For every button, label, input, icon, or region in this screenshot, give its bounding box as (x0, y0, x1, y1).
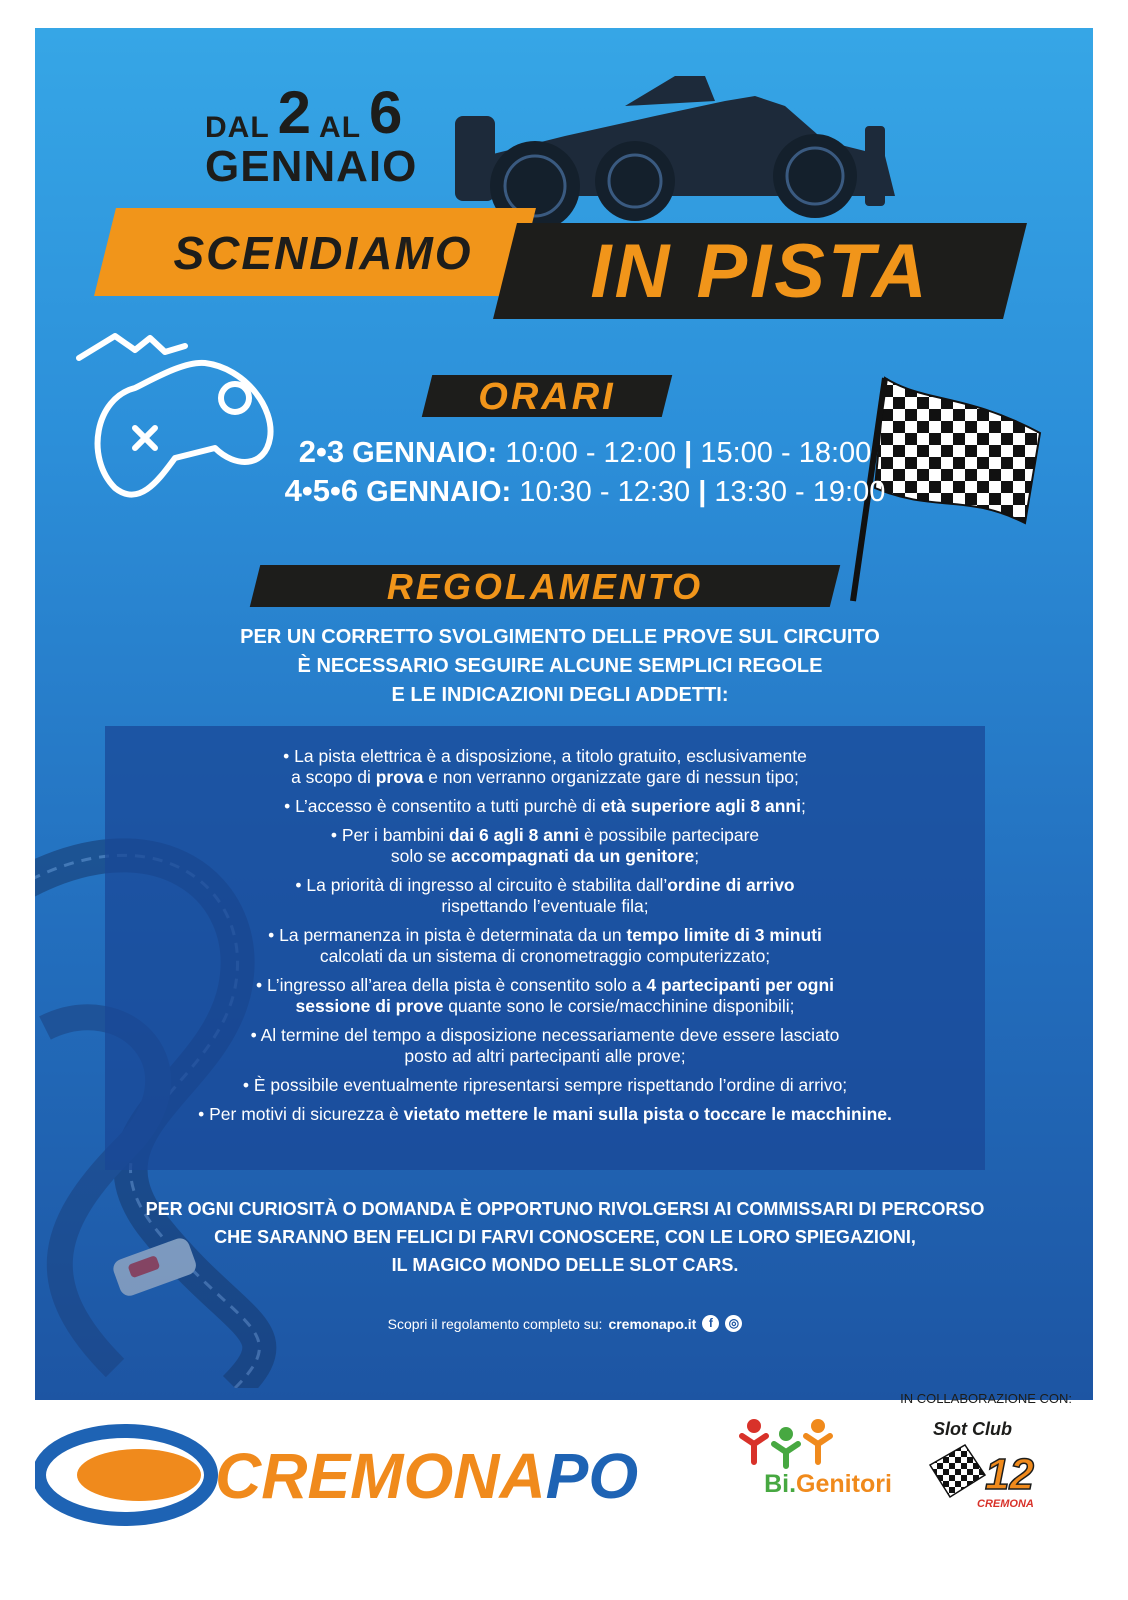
bigen-part2: Genitori (796, 1470, 892, 1498)
rule-text: calcolati da un sistema di cronometraggio computerizzato; (319, 946, 771, 966)
rule-item (115, 875, 975, 917)
schedule-separator: | (698, 476, 707, 508)
rule-item (115, 1104, 975, 1125)
closing-line: CHE SARANNO BEN FELICI DI FARVI CONOSCERE, CON LE LORO SPIEGAZIONI, (214, 1227, 916, 1247)
rule-emphasis: 4 partecipanti per ogni (646, 975, 835, 995)
bigenitori-people-icon (738, 1410, 918, 1520)
rule-text: rispettando l’eventuale fila; (441, 896, 649, 916)
rule-text: posto ad altri partecipanti alle prove; (404, 1046, 686, 1066)
closing-message (75, 1195, 1055, 1279)
rule-text: • Per motivi di sicurezza è (198, 1104, 404, 1124)
website-link[interactable]: cremonapo.it (608, 1315, 697, 1332)
rule-emphasis: tempo limite di 3 minuti (626, 925, 822, 945)
schedule-month: GENNAIO: (366, 476, 512, 508)
footer-note (285, 1315, 845, 1332)
closing-line: PER OGNI CURIOSITÀ O DOMANDA È OPPORTUNO RIVOLGERSI AI COMMISSARI DI PERCORSO (145, 1199, 985, 1219)
rule-item (115, 825, 975, 867)
event-poster (35, 28, 1093, 1400)
rule-item (115, 1025, 975, 1067)
schedule-row (185, 433, 985, 472)
collaboration-label: IN COLLABORAZIONE CON: (900, 1391, 1072, 1406)
footer-text: Scopri il regolamento completo su: (387, 1315, 603, 1332)
date-month: GENNAIO (205, 142, 418, 191)
closing-line: IL MAGICO MONDO DELLE SLOT CARS. (391, 1255, 739, 1275)
schedule-row (185, 472, 985, 511)
schedule-days: 2•3 (298, 434, 345, 469)
brand-part2: PO (545, 1440, 639, 1512)
instagram-icon[interactable]: ◎ (725, 1315, 742, 1332)
date-middle: AL (319, 111, 362, 144)
schedule-days: 4•5•6 (284, 473, 359, 508)
schedule-slot: 10:30 - 12:30 (519, 476, 691, 508)
brand-part1: CREMONA (215, 1440, 546, 1512)
rule-emphasis: accompagnati da un genitore (451, 846, 695, 866)
rule-text: • Al termine del tempo a disposizione necessariamente deve essere lasciato (250, 1025, 840, 1045)
intro-line: PER UN CORRETTO SVOLGIMENTO DELLE PROVE SUL CIRCUITO (240, 626, 880, 648)
facebook-icon[interactable]: f (702, 1315, 719, 1332)
rule-text: • L’ingresso all’area della pista è consentito solo a (255, 975, 647, 995)
rule-text: è possibile partecipare (579, 825, 760, 845)
rule-item (115, 1075, 975, 1096)
date-start: 2 (277, 79, 312, 146)
schedule-separator: | (684, 437, 693, 469)
schedule-slot: 10:00 - 12:00 (505, 437, 677, 469)
rules-list (115, 746, 975, 1133)
slot-club-logo (925, 1415, 1070, 1515)
schedule (185, 433, 985, 511)
rule-text: • La priorità di ingresso al circuito è stabilita dall’ (295, 875, 668, 895)
rule-emphasis: età superiore agli 8 anni (600, 796, 801, 816)
schedule-slot: 13:30 - 19:00 (714, 476, 886, 508)
date-end: 6 (369, 79, 403, 146)
slot-club-title: Slot Club (933, 1419, 1012, 1439)
rule-text: • È possibile eventualmente ripresentarsi sempre rispettando l’ordine di arrivo; (242, 1075, 848, 1095)
schedule-slot: 15:00 - 18:00 (700, 437, 872, 469)
rule-item (115, 796, 975, 817)
rule-emphasis: ordine di arrivo (667, 875, 795, 895)
title-part2: IN PISTA (590, 229, 930, 314)
rule-emphasis: sessione di prove (295, 996, 444, 1016)
rule-text: e non verranno organizzate gare di nessun tipo; (423, 767, 799, 787)
rule-item (115, 746, 975, 788)
schedule-month: GENNAIO: (352, 437, 498, 469)
bigenitori-logo-text (738, 1470, 918, 1499)
rule-item (115, 925, 975, 967)
date-prefix: DAL (205, 111, 270, 144)
intro-line: E LE INDICAZIONI DEGLI ADDETTI: (391, 684, 729, 706)
rule-text: quante sono le corsie/macchinine disponibili; (443, 996, 795, 1016)
rule-text: a scopo di (291, 767, 376, 787)
regulation-intro (95, 623, 1025, 710)
rule-item (115, 975, 975, 1017)
rule-text: ; (800, 796, 806, 816)
bigen-part1: Bi. (764, 1470, 797, 1498)
rule-emphasis: dai 6 agli 8 anni (448, 825, 580, 845)
slot-club-city: CREMONA (977, 1498, 1034, 1510)
regolamento-heading: REGOLAMENTO (386, 566, 704, 607)
slot-club-number: 12 (985, 1450, 1034, 1499)
cremonapo-logo (35, 1420, 675, 1530)
rule-emphasis: vietato mettere le mani sulla pista o toccare le macchinine. (403, 1104, 892, 1124)
rule-text: ; (694, 846, 700, 866)
title-part1: SCENDIAMO (173, 227, 473, 279)
date-range (205, 79, 445, 191)
rule-emphasis: prova (375, 767, 424, 787)
orari-heading: ORARI (478, 376, 616, 418)
svg-text:CREMONAPO (215, 1440, 638, 1512)
rule-text: • Per i bambini (330, 825, 449, 845)
rule-text: • La pista elettrica è a disposizione, a titolo gratuito, esclusivamente (283, 746, 807, 766)
rule-text: • L’accesso è consentito a tutti purchè di (284, 796, 601, 816)
rule-text: solo se (390, 846, 452, 866)
rule-text: • La permanenza in pista è determinata da un (268, 925, 627, 945)
intro-line: È NECESSARIO SEGUIRE ALCUNE SEMPLICI REGOLE (297, 655, 823, 677)
